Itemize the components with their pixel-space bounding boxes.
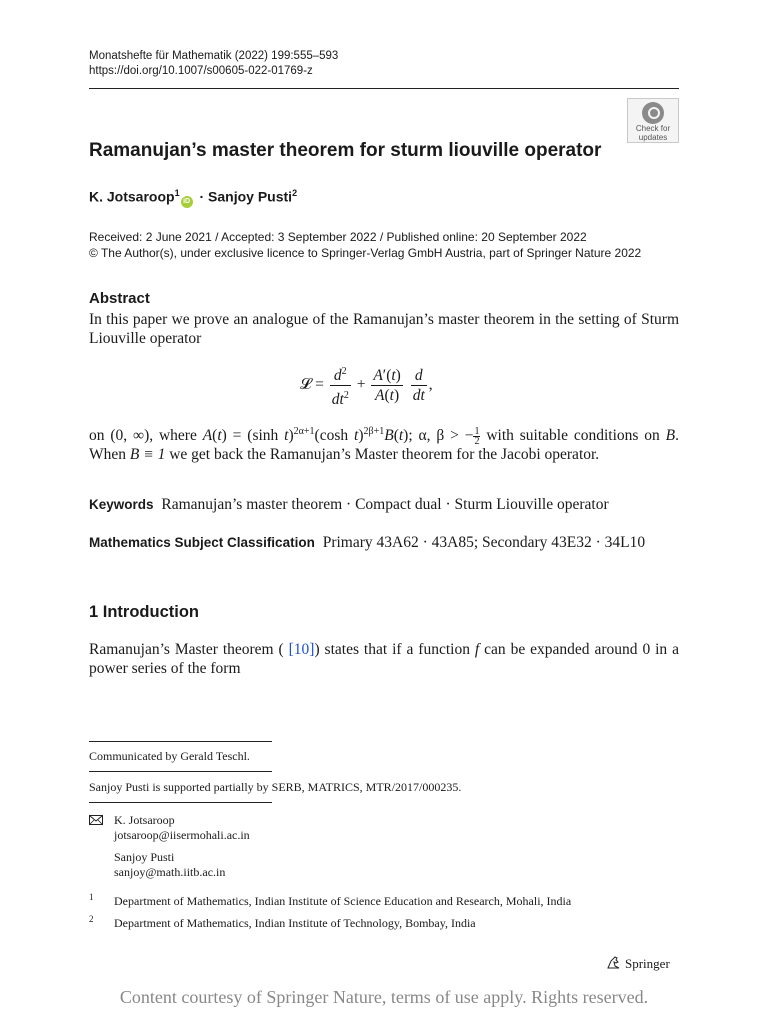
corresponding-author xyxy=(114,813,250,843)
intro-text: ) states that if a function xyxy=(314,641,475,658)
copyright-line: © The Author(s), under exclusive licence to Springer-Verlag GmbH Austria, part of Springer Nature 2022 xyxy=(89,246,642,260)
keywords xyxy=(89,496,679,515)
intro-text: can be expanded around 0 in a power series of the form xyxy=(89,641,679,677)
history-dates: Received: 2 June 2021 / Accepted: 3 September 2022 / Published online: 20 September 2022 xyxy=(89,230,587,244)
subject-classification xyxy=(89,534,679,553)
formula-comma: , xyxy=(428,376,433,394)
orcid-icon[interactable]: iD xyxy=(181,196,193,208)
contact-email[interactable]: jotsaroop@iisermohali.ac.in xyxy=(114,828,250,842)
communicated-note: Communicated by Gerald Teschl. xyxy=(89,749,250,763)
affiliation: Department of Mathematics, Indian Institute of Technology, Bombay, India xyxy=(114,916,476,930)
conditions-text: . When xyxy=(89,427,679,464)
publisher-name: Springer xyxy=(625,956,670,971)
intro-text: Ramanujan’s Master theorem ( xyxy=(89,641,289,658)
badge-text-line2: updates xyxy=(638,133,668,142)
second-derivative-fraction: $\frac{d^2}{dt^2}$ xyxy=(330,362,351,409)
math-symbol: f xyxy=(474,641,480,658)
header-divider xyxy=(89,88,679,89)
contact-name: Sanjoy Pusti xyxy=(114,850,175,864)
first-derivative-fraction: $\frac{d}{dt}$ xyxy=(412,367,425,405)
abstract-text: In this paper we prove an analogue of the Ramanujan’s master theorem in the setting of Sturm Liouville operator xyxy=(89,311,679,347)
envelope-icon xyxy=(89,815,103,825)
introduction-text xyxy=(89,641,679,678)
formula-lhs: 𝓛 = xyxy=(300,376,328,394)
footnote-divider xyxy=(89,741,272,742)
journal-citation: Monatshefte für Mathematik (2022) 199:555–593 xyxy=(89,50,339,62)
math-symbol: B xyxy=(665,427,676,445)
publisher-logo xyxy=(606,955,670,972)
footnote-divider xyxy=(89,771,272,772)
check-for-updates-icon xyxy=(642,102,664,124)
check-for-updates-badge[interactable] xyxy=(627,98,679,143)
funding-note: Sanjoy Pusti is supported partially by SERB, MATRICS, MTR/2017/000235. xyxy=(89,780,462,794)
conditions-text: we get back the Ramanujan’s Master theorem for the Jacobi operator. xyxy=(165,446,600,464)
courtesy-notice: Content courtesy of Springer Nature, terms of use apply. Rights reserved. xyxy=(119,987,649,1007)
contact-email[interactable]: sanjoy@math.iitb.ac.in xyxy=(114,865,226,879)
publication-dates xyxy=(89,229,641,261)
springer-horse-icon xyxy=(606,955,621,970)
affiliation-number: 2 xyxy=(89,914,94,924)
conditions-text: on (0, ∞), where xyxy=(89,427,203,445)
operator-formula: 𝓛 = $\frac{d^2}{dt^2}$ + $\frac{A'(t)}{A(t)}$ $\frac{d}{dt}$ , xyxy=(300,362,433,409)
conditions-text: with suitable conditions on xyxy=(480,427,666,445)
math-symbol: B ≡ 1 xyxy=(129,446,166,464)
keywords-label: Keywords xyxy=(89,497,154,512)
citation-link[interactable]: [10] xyxy=(288,641,315,658)
footnote-divider xyxy=(89,802,272,803)
keywords-text: Ramanujan’s master theorem · Compact dual · Sturm Liouville operator xyxy=(161,496,609,513)
author-name: K. Jotsaroop xyxy=(89,188,175,205)
coefficient-fraction: $\frac{A'(t)}{A(t)}$ xyxy=(373,367,401,405)
contact-name: K. Jotsaroop xyxy=(114,813,175,827)
paper-title: Ramanujan’s master theorem for sturm liouville operator xyxy=(89,140,602,161)
badge-text-line1: Check for xyxy=(635,124,671,133)
affiliation-number: 1 xyxy=(89,892,94,902)
journal-info xyxy=(89,49,338,79)
abstract-conditions: on (0, ∞), where A(t) = (sinh t)$^{2\alpha+1}$(cosh t)$^{2\beta+1}$B(t); α, β > − $\frac{1}{2}$ with suitable conditions on B. When B ≡ 1 we get back the Ramanujan’s Master theorem for the Jacobi operator. xyxy=(89,426,679,464)
msc-label: Mathematics Subject Classification xyxy=(89,535,315,550)
doi-link[interactable]: https://doi.org/10.1007/s00605-022-01769-z xyxy=(89,65,313,77)
second-author-contact xyxy=(114,850,225,880)
author-affiliation-marker: 1 xyxy=(174,188,180,198)
section-heading: 1 Introduction xyxy=(89,603,199,621)
author-separator: · xyxy=(195,188,209,205)
abstract-heading: Abstract xyxy=(89,290,150,307)
affiliation: Department of Mathematics, Indian Institute of Science Education and Research, Mohali, India xyxy=(114,894,572,908)
msc-text: Primary 43A62 · 43A85; Secondary 43E32 · 34L10 xyxy=(322,534,646,551)
author-affiliation-marker: 2 xyxy=(292,188,298,198)
author-list xyxy=(89,188,297,208)
author-name: Sanjoy Pusti xyxy=(208,188,293,205)
